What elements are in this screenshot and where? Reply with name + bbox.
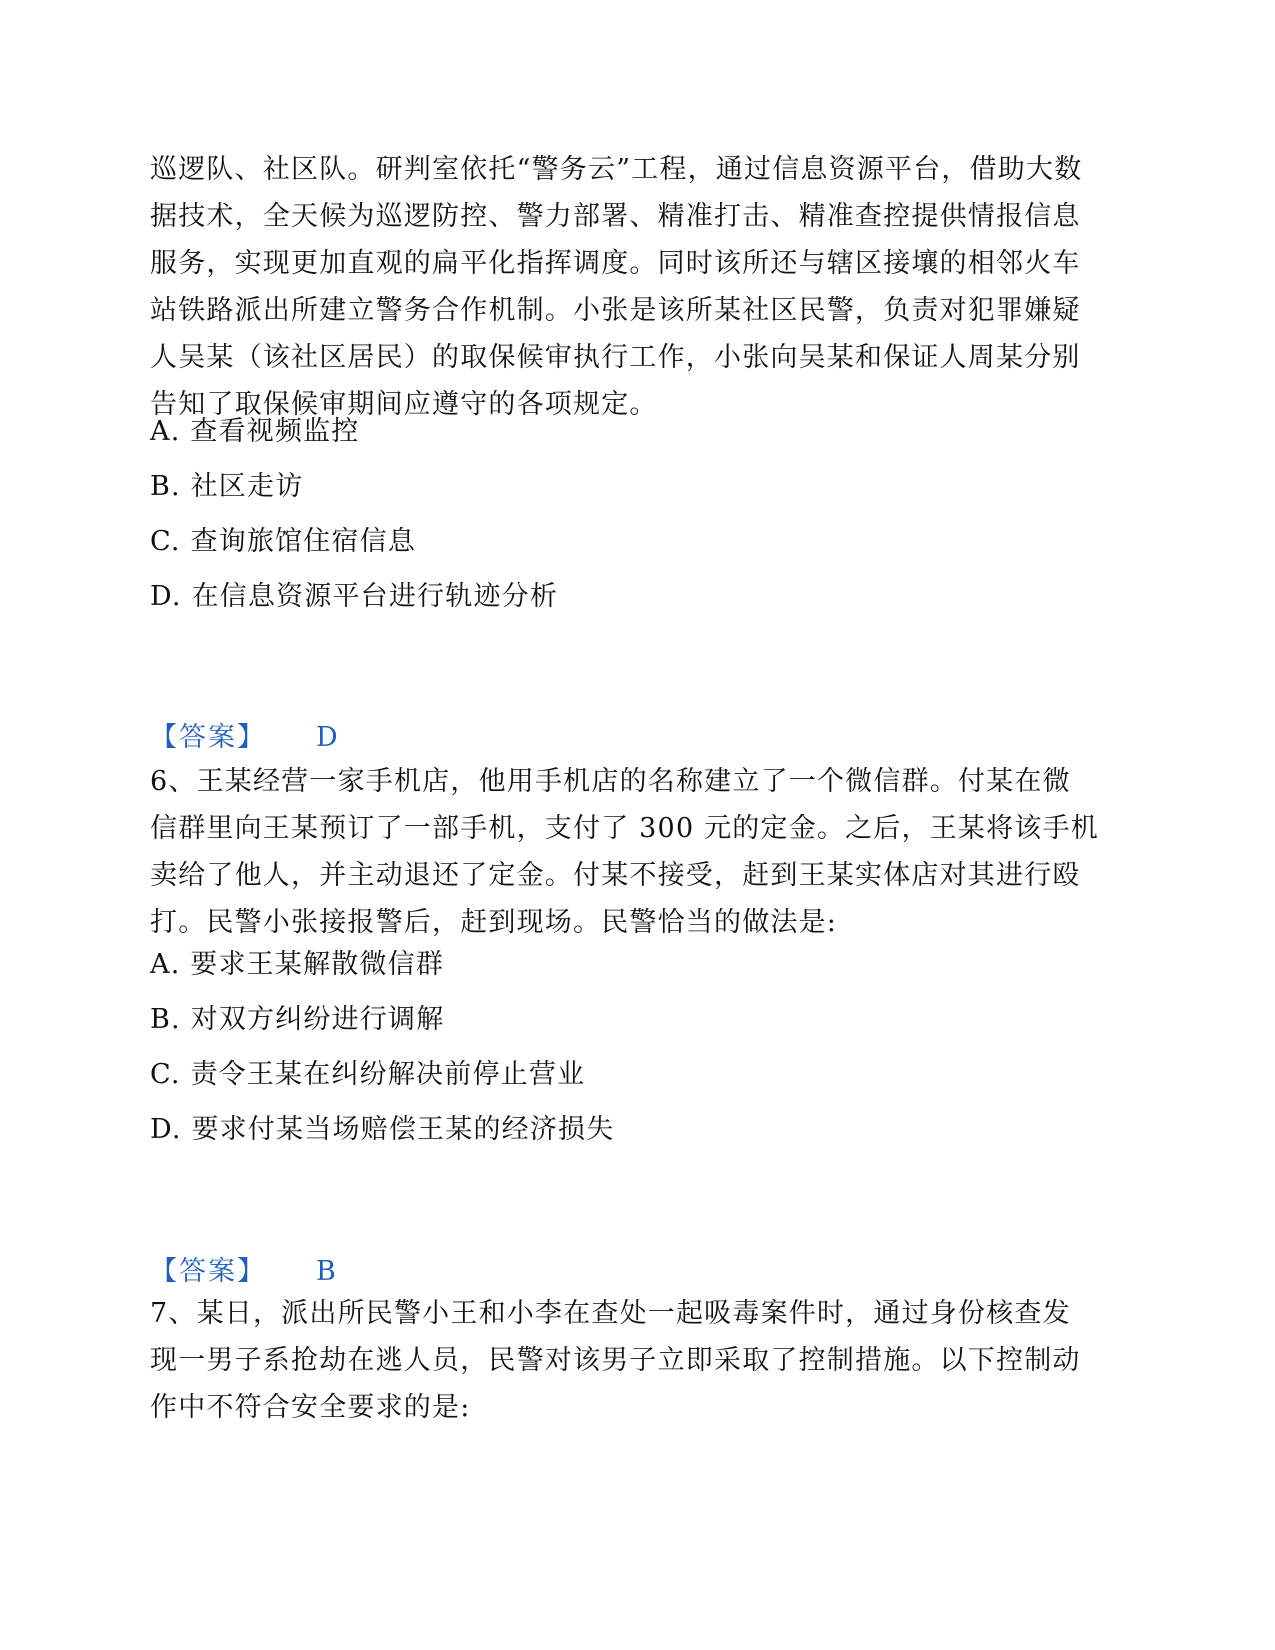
answer-tag: 【答案】: [150, 1256, 266, 1287]
answer-tag: 【答案】: [150, 722, 266, 753]
question-line: 现一男子系抢劫在逃人员，民警对该男子立即采取了控制措施。以下控制动: [150, 1345, 1081, 1376]
option-c: C. 查询旅馆住宿信息: [150, 526, 417, 557]
scenario-paragraph: [150, 146, 1120, 428]
paragraph-line: 告知了取保候审期间应遵守的各项规定。: [150, 389, 658, 420]
option-d: D. 要求付某当场赔偿王某的经济损失: [150, 1114, 615, 1145]
option-d: D. 在信息资源平台进行轨迹分析: [150, 581, 559, 612]
paragraph-line: 站铁路派出所建立警务合作机制。小张是该所某社区民警，负责对犯罪嫌疑: [150, 295, 1081, 326]
answer-value: D: [316, 722, 338, 753]
question-6-stem: [150, 758, 1120, 946]
question-line: 作中不符合安全要求的是:: [150, 1392, 471, 1423]
answer-line: [150, 1252, 336, 1292]
paragraph-line: 服务，实现更加直观的扁平化指挥调度。同时该所还与辖区接壤的相邻火车: [150, 248, 1081, 279]
question-line: 6、王某经营一家手机店，他用手机店的名称建立了一个微信群。付某在微: [150, 766, 1071, 797]
paragraph-line: 据技术，全天候为巡逻防控、警力部署、精准打击、精准查控提供情报信息: [150, 201, 1081, 232]
option-a: A. 要求王某解散微信群: [150, 949, 445, 980]
question-7-stem: [150, 1290, 1120, 1431]
answer-line: [150, 718, 338, 758]
question-line: 卖给了他人，并主动退还了定金。付某不接受，赶到王某实体店对其进行殴: [150, 860, 1081, 891]
option-c: C. 责令王某在纠纷解决前停止营业: [150, 1059, 586, 1090]
paragraph-line: 人吴某（该社区居民）的取保候审执行工作，小张向吴某和保证人周某分别: [150, 342, 1081, 373]
question-line: 7、某日，派出所民警小王和小李在查处一起吸毒案件时，通过身份核查发: [150, 1298, 1071, 1329]
paragraph-line: 巡逻队、社区队。研判室依托“警务云”工程，通过信息资源平台，借助大数: [150, 154, 1083, 185]
option-b: B. 社区走访: [150, 471, 304, 502]
question-line: 打。民警小张接报警后，赶到现场。民警恰当的做法是:: [150, 907, 838, 938]
question-line: 信群里向王某预订了一部手机，支付了 300 元的定金。之后，王某将该手机: [150, 813, 1099, 844]
answer-value: B: [316, 1256, 336, 1287]
option-b: B. 对双方纠纷进行调解: [150, 1004, 445, 1035]
option-a: A. 查看视频监控: [150, 416, 360, 447]
